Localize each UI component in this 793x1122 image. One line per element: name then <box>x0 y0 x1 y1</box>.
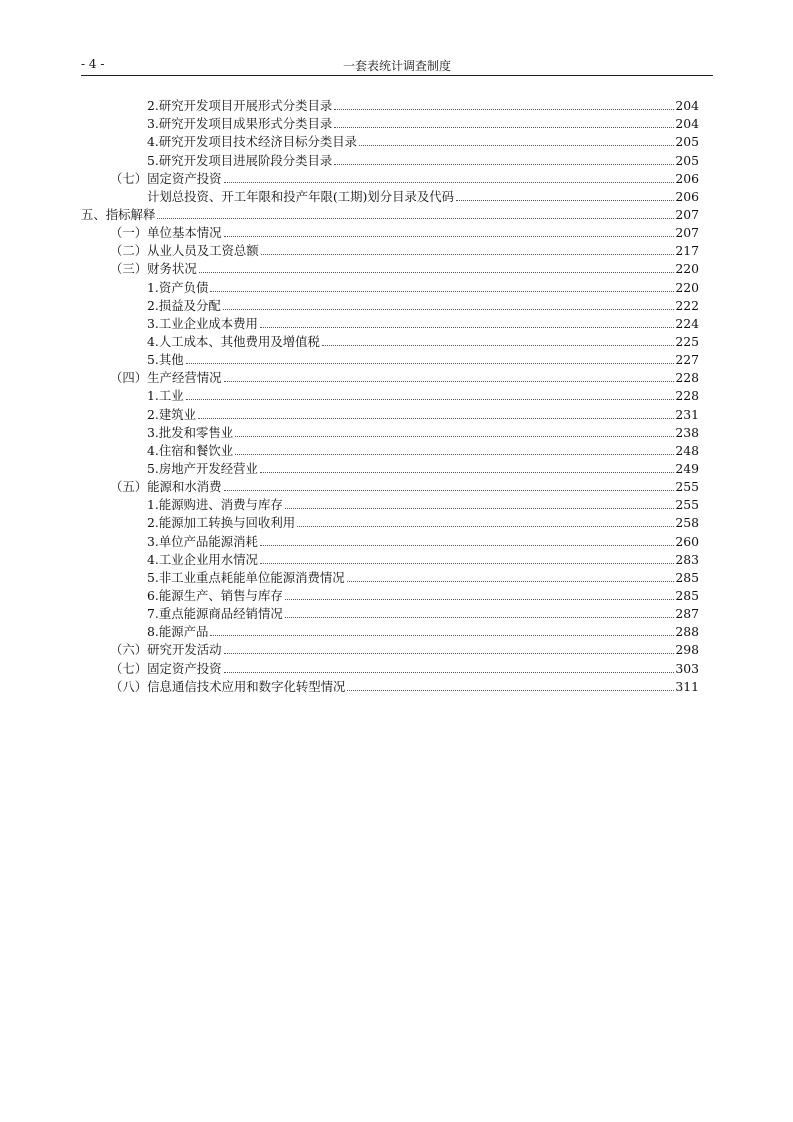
toc-entry-page-number: 206 <box>675 188 699 204</box>
toc-entry-page-number: 207 <box>675 225 699 241</box>
toc-entry[interactable] <box>81 296 699 314</box>
table-of-contents <box>81 96 699 695</box>
toc-entry[interactable] <box>81 531 699 549</box>
toc-entry-title: 7.重点能源商品经销情况 <box>147 606 283 622</box>
toc-entry-page-number: 225 <box>675 333 699 349</box>
toc-entry-title: 2.研究开发项目开展形式分类目录 <box>147 98 333 114</box>
toc-entry[interactable] <box>81 495 699 513</box>
toc-entry-page-number: 255 <box>675 497 699 513</box>
toc-entry[interactable] <box>81 114 699 132</box>
toc-entry-title: （八）信息通信技术应用和数字化转型情况 <box>110 678 346 694</box>
toc-entry[interactable] <box>81 477 699 495</box>
toc-entry-title: 3.研究开发项目成果形式分类目录 <box>147 116 333 132</box>
toc-entry[interactable] <box>81 205 699 223</box>
toc-entry-title: 8.能源产品 <box>147 624 209 640</box>
toc-entry-title: （三）财务状况 <box>110 261 197 277</box>
dot-leader <box>347 580 675 582</box>
dot-leader <box>261 253 675 255</box>
toc-entry-title: 6.能源生产、销售与库存 <box>147 587 283 603</box>
toc-entry-page-number: 285 <box>675 587 699 603</box>
toc-entry[interactable] <box>81 332 699 350</box>
toc-entry-page-number: 207 <box>675 206 699 222</box>
dot-leader <box>199 271 675 273</box>
toc-entry-page-number: 227 <box>675 352 699 368</box>
toc-entry-title: （五）能源和水消费 <box>110 479 222 495</box>
toc-entry-page-number: 231 <box>675 406 699 422</box>
toc-entry-page-number: 205 <box>675 134 699 150</box>
toc-entry[interactable] <box>81 96 699 114</box>
toc-entry-title: 5.其他 <box>147 352 184 368</box>
toc-entry-title: 计划总投资、开工年限和投产年限(工期)划分目录及代码 <box>147 188 455 204</box>
dot-leader <box>224 181 675 183</box>
toc-entry-page-number: 258 <box>675 515 699 531</box>
dot-leader <box>359 144 674 146</box>
toc-entry-title: 2.能源加工转换与回收利用 <box>147 515 296 531</box>
dot-leader <box>334 108 674 110</box>
toc-entry[interactable] <box>81 368 699 386</box>
toc-entry-title: 5.研究开发项目进展阶段分类目录 <box>147 152 333 168</box>
toc-entry[interactable] <box>81 132 699 150</box>
toc-entry[interactable] <box>81 150 699 168</box>
dot-leader <box>347 689 674 691</box>
toc-entry-page-number: 288 <box>675 624 699 640</box>
dot-leader <box>210 634 674 636</box>
toc-entry-title: 3.批发和零售业 <box>147 424 234 440</box>
toc-entry-page-number: 248 <box>675 442 699 458</box>
dot-leader <box>285 507 675 509</box>
toc-entry-title: 1.资产负债 <box>147 279 209 295</box>
toc-entry-page-number: 255 <box>675 479 699 495</box>
toc-entry-title: 4.人工成本、其他费用及增值税 <box>147 333 320 349</box>
toc-entry-page-number: 220 <box>675 279 699 295</box>
dot-leader <box>285 616 675 618</box>
dot-leader <box>224 489 675 491</box>
dot-leader <box>260 326 674 328</box>
dot-leader <box>210 290 674 292</box>
dot-leader <box>223 308 675 310</box>
toc-entry-page-number: 217 <box>675 243 699 259</box>
page-number: - 4 - <box>81 57 105 71</box>
page-header <box>81 55 713 76</box>
toc-entry-page-number: 204 <box>675 98 699 114</box>
toc-entry[interactable] <box>81 622 699 640</box>
dot-leader <box>224 235 675 237</box>
dot-leader <box>334 126 674 128</box>
toc-entry-page-number: 228 <box>675 370 699 386</box>
toc-entry-title: （一）单位基本情况 <box>110 225 222 241</box>
toc-entry-page-number: 205 <box>675 152 699 168</box>
toc-entry[interactable] <box>81 169 699 187</box>
toc-entry-page-number: 303 <box>675 660 699 676</box>
toc-entry-title: 4.研究开发项目技术经济目标分类目录 <box>147 134 358 150</box>
toc-entry-title: 五、指标解释 <box>81 206 156 222</box>
toc-entry-page-number: 249 <box>675 460 699 476</box>
dot-leader <box>186 398 675 400</box>
toc-entry-title: （四）生产经营情况 <box>110 370 222 386</box>
toc-entry-page-number: 220 <box>675 261 699 277</box>
dot-leader <box>186 362 675 364</box>
toc-entry-page-number: 228 <box>675 388 699 404</box>
toc-entry-title: （六）研究开发活动 <box>110 642 222 658</box>
dot-leader <box>334 163 674 165</box>
dot-leader <box>260 471 674 473</box>
toc-entry-page-number: 260 <box>675 533 699 549</box>
dot-leader <box>297 525 674 527</box>
toc-entry-page-number: 287 <box>675 606 699 622</box>
dot-leader <box>224 671 675 673</box>
dot-leader <box>260 544 674 546</box>
toc-entry[interactable] <box>81 677 699 695</box>
dot-leader <box>224 380 675 382</box>
toc-entry[interactable] <box>81 640 699 658</box>
toc-entry[interactable] <box>81 223 699 241</box>
toc-entry[interactable] <box>81 277 699 295</box>
toc-entry-title: （七）固定资产投资 <box>110 660 222 676</box>
toc-entry-title: 3.单位产品能源消耗 <box>147 533 258 549</box>
toc-entry[interactable] <box>81 513 699 531</box>
toc-entry-title: （二）从业人员及工资总额 <box>110 243 259 259</box>
dot-leader <box>198 417 674 419</box>
toc-entry-title: 2.建筑业 <box>147 406 196 422</box>
toc-entry-title: （七）固定资产投资 <box>110 170 222 186</box>
toc-entry-page-number: 204 <box>675 116 699 132</box>
dot-leader <box>157 217 674 219</box>
dot-leader <box>235 453 674 455</box>
toc-entry[interactable] <box>81 314 699 332</box>
toc-entry-page-number: 283 <box>675 551 699 567</box>
document-title: 一套表统计调查制度 <box>342 59 451 73</box>
toc-entry[interactable] <box>81 658 699 676</box>
toc-entry[interactable] <box>81 350 699 368</box>
dot-leader <box>322 344 674 346</box>
toc-entry[interactable] <box>81 459 699 477</box>
toc-entry-page-number: 311 <box>675 678 699 694</box>
dot-leader <box>235 435 674 437</box>
toc-entry[interactable] <box>81 604 699 622</box>
toc-entry[interactable] <box>81 568 699 586</box>
toc-entry[interactable] <box>81 423 699 441</box>
toc-entry-title: 3.工业企业成本费用 <box>147 315 258 331</box>
toc-entry[interactable] <box>81 586 699 604</box>
dot-leader <box>224 652 675 654</box>
toc-entry-page-number: 222 <box>675 297 699 313</box>
toc-entry-page-number: 285 <box>675 569 699 585</box>
toc-entry-title: 1.能源购进、消费与库存 <box>147 497 283 513</box>
toc-entry-title: 5.非工业重点耗能单位能源消费情况 <box>147 569 345 585</box>
dot-leader <box>456 199 674 201</box>
toc-entry-title: 5.房地产开发经营业 <box>147 460 258 476</box>
toc-entry-title: 4.工业企业用水情况 <box>147 551 258 567</box>
toc-entry[interactable] <box>81 550 699 568</box>
toc-entry[interactable] <box>81 404 699 422</box>
toc-entry[interactable] <box>81 386 699 404</box>
toc-entry[interactable] <box>81 241 699 259</box>
toc-entry-page-number: 238 <box>675 424 699 440</box>
toc-entry-page-number: 298 <box>675 642 699 658</box>
toc-entry[interactable] <box>81 441 699 459</box>
toc-entry[interactable] <box>81 187 699 205</box>
toc-entry-page-number: 224 <box>675 315 699 331</box>
toc-entry-page-number: 206 <box>675 170 699 186</box>
dot-leader <box>285 598 675 600</box>
toc-entry-title: 2.损益及分配 <box>147 297 221 313</box>
toc-entry[interactable] <box>81 259 699 277</box>
dot-leader <box>260 562 674 564</box>
toc-entry-title: 4.住宿和餐饮业 <box>147 442 234 458</box>
toc-entry-title: 1.工业 <box>147 388 184 404</box>
